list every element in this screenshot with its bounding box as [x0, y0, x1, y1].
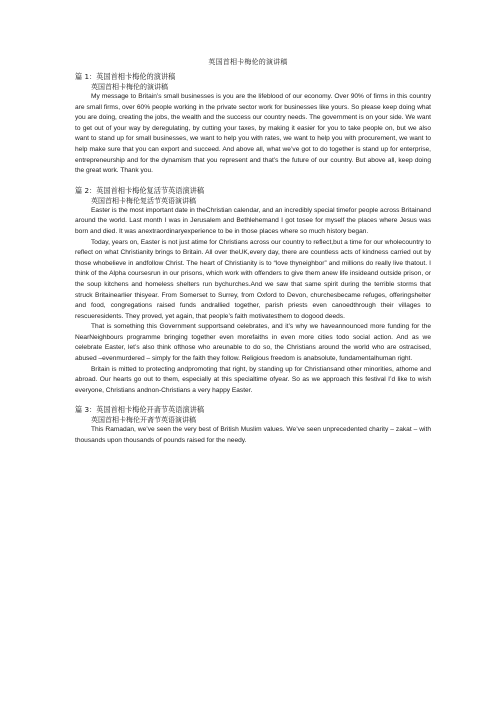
- paragraph: Easter is the most important date in theChristian calendar, and an incredibly special timefor people across Britainand around the world. Last month I was in Jerusalem and Bethlehemand I got tosee for myself the places where Jesus was born and died. It was anextraordinaryexperience to be in those places where so much history began.: [75, 206, 431, 235]
- section-3: [75, 405, 431, 446]
- document-title: 英国首相卡梅伦的演讲稿: [208, 58, 288, 66]
- section-spacer: [75, 396, 431, 405]
- paragraph: Britain is mitted to protecting andpromoting that right, by standing up for Christiansand other minorities, athome and abroad. Our hearts go out to them, especially at this specialtime ofyear. So as we approach this festival I’d like to wish everyone, Christians andnon-Christians a very happy Easter.: [75, 365, 431, 394]
- paragraph: Today, years on, Easter is not just atime for Christians across our country to reflect,but a time for our wholecountry to reflect on what Christianity brings to Britain. All over theUK,every day, there are countless acts of kindness carried out by those whobelieve in andfollow Christ. The heart of Christianity is to “love thyneighbor” and millions do really live thatout. I think of the Alpha coursesrun in our prisons, which work with offenders to give them anew life insideand outside prison, or the soup kitchens and homeless shelters run bychurches.And we saw that same spirit during the terrible storms that struck Britainearlier thisyear. From Somerset to Surrey, from Oxford to Devon, churchesbecame refuges, offeringshelter and food, congregations raised funds andrallied together, parish priests even canoedthrough their villages to rescueresidents. They proved, yet again, that people’s faith motivatesthem to dogood deeds.: [75, 238, 431, 320]
- section-2: [75, 186, 431, 397]
- paragraph: That is something this Government supportsand celebrates, and it’s why we haveannounced more funding for the NearNeighbours programme bringing together even morefaiths in even more cities todo social action. And as we celebrate Easter, let’s also think ofthose who areunable to do so, the Christians around the world who are ostracised, abused –evenmurdered – simply for the faith they follow. Religious freedom is anabsolute, fundamentalhuman right.: [75, 323, 431, 363]
- section-1: [75, 72, 431, 177]
- section-subheading: 英国首相卡梅伦的演讲稿: [91, 83, 168, 91]
- paragraph: This Ramadan, we’ve seen the very best of British Muslim values. We’ve seen unprecedented charity – zakat – with thousands upon thousands of pounds raised for the needy.: [75, 426, 431, 445]
- section-heading: 篇 2：英国首相卡梅伦复活节英语演讲稿: [75, 185, 205, 195]
- section-spacer: [75, 177, 431, 186]
- section-heading: 篇 1：英国首相卡梅伦的演讲稿: [75, 72, 176, 81]
- document-body: [75, 72, 431, 447]
- paragraph: My message to Britain’s small businesses is you are the lifeblood of our economy. Over 90% of firms in this country are small firms, over 60% people working in the private sector work for businesses like yours. So please keep doing what you are doing, creating the jobs, the wealth and the success our country needs. The government is on your side. We want to get out of your way by deregulating, by cutting your taxes, by making it easier for you to take people on, but we also want to stand up for small businesses, we want to help you with rates, we want to help you with procurement, we want to help make sure that you can export and succeed. And above all, what we’ve got to do together is stand up for enterprise, entrepreneurship and for the dynamism that you represent and that’s the future of our country. But above all, keep doing the great work. Thank you.: [75, 93, 431, 175]
- section-heading: 篇 3：英国首相卡梅伦开斋节英语演讲稿: [75, 405, 205, 415]
- section-subheading: 英国首相卡梅伦开斋节英语演讲稿: [91, 416, 196, 425]
- section-subheading: 英国首相卡梅伦复活节英语演讲稿: [91, 196, 196, 205]
